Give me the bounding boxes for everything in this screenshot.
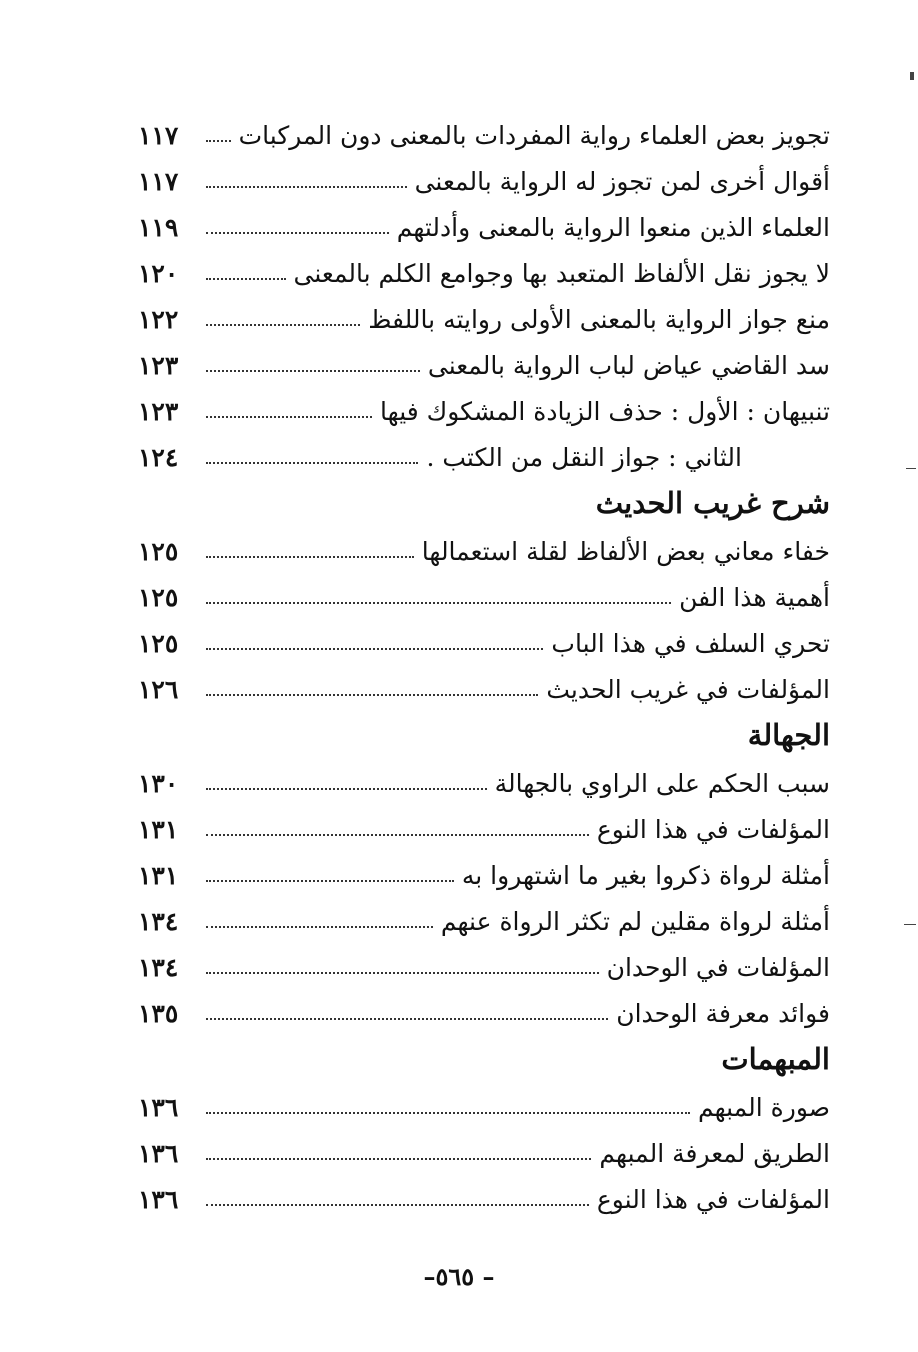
section-heading-text: الجهالة (747, 718, 830, 752)
toc-entry-page: ١٣٠ (138, 769, 179, 798)
toc-entry-title: لا يجوز نقل الألفاظ المتعبد بها وجوامع الكلم بالمعنى (293, 259, 830, 288)
section-heading (138, 708, 830, 756)
dot-leader (206, 926, 433, 928)
toc-entry-title: أقوال أخرى لمن تجوز له الرواية بالمعنى (414, 167, 830, 196)
toc-entry (138, 1172, 830, 1218)
scan-mark (904, 924, 916, 925)
toc-entry (138, 616, 830, 662)
toc-entry-page: ١٣١ (138, 861, 179, 890)
toc-entry-page: ١٣٤ (138, 953, 179, 982)
dot-leader (206, 1018, 608, 1020)
dot-leader (206, 880, 454, 882)
toc-entry (138, 940, 830, 986)
toc-entry-page: ١٢٥ (138, 629, 179, 658)
toc-entry-title: الطريق لمعرفة المبهم (599, 1139, 830, 1168)
scan-mark (906, 468, 916, 469)
dot-leader (206, 834, 589, 836)
toc-entry (138, 200, 830, 246)
toc-entry-page: ١١٧ (138, 121, 179, 150)
table-of-contents (138, 108, 830, 1218)
toc-entry-page: ١٣٦ (138, 1185, 179, 1214)
toc-entry-page: ١٣٦ (138, 1139, 179, 1168)
toc-entry-page: ١٢٣ (138, 397, 179, 426)
toc-entry-title: المؤلفات في الوحدان (606, 953, 830, 982)
toc-entry-title: فوائد معرفة الوحدان (616, 999, 830, 1028)
toc-entry-title: منع جواز الرواية بالمعنى الأولى روايته باللفظ (368, 305, 830, 334)
toc-entry (138, 894, 830, 940)
page-number: – ٥٦٥– (423, 1262, 495, 1291)
toc-entry-title: أمثلة لرواة مقلين لم تكثر الرواة عنهم (440, 907, 830, 936)
dot-leader (206, 972, 599, 974)
toc-entry-page: ١٢٥ (138, 537, 179, 566)
toc-entry-title: المؤلفات في هذا النوع (596, 1185, 830, 1214)
toc-entry (138, 108, 830, 154)
toc-entry (138, 986, 830, 1032)
dot-leader (206, 556, 414, 558)
toc-entry (138, 292, 830, 338)
dot-leader (206, 1204, 589, 1206)
section-heading-text: المبهمات (721, 1042, 830, 1076)
toc-entry-title: العلماء الذين منعوا الرواية بالمعنى وأدلتهم (396, 213, 830, 242)
toc-entry (138, 802, 830, 848)
toc-entry (138, 1126, 830, 1172)
toc-entry (138, 524, 830, 570)
toc-entry-page: ١١٧ (138, 167, 179, 196)
dot-leader (206, 462, 418, 464)
toc-entry (138, 570, 830, 616)
toc-entry-page: ١٣٦ (138, 1093, 179, 1122)
toc-entry (138, 430, 830, 476)
toc-entry-title: الثاني : جواز النقل من الكتب . (426, 443, 742, 472)
section-heading (138, 1032, 830, 1080)
toc-entry-title: تجويز بعض العلماء رواية المفردات بالمعنى دون المركبات (238, 121, 830, 150)
toc-entry-title: صورة المبهم (698, 1093, 830, 1122)
section-heading (138, 476, 830, 524)
dot-leader (206, 232, 389, 234)
toc-entry-page: ١٢٣ (138, 351, 179, 380)
dot-leader (206, 602, 671, 604)
toc-entry (138, 338, 830, 384)
toc-entry-page: ١٣٥ (138, 999, 179, 1028)
toc-entry (138, 662, 830, 708)
toc-entry-title: تنبيهان : الأول : حذف الزيادة المشكوك فيها (380, 397, 830, 426)
toc-entry-title: أهمية هذا الفن (679, 583, 830, 612)
dot-leader (206, 278, 286, 280)
toc-entry-page: ١٢٥ (138, 583, 179, 612)
toc-entry-page: ١٢٢ (138, 305, 179, 334)
toc-entry-page: ١٢٦ (138, 675, 179, 704)
toc-entry-title: سبب الحكم على الراوي بالجهالة (494, 769, 830, 798)
toc-entry (138, 384, 830, 430)
toc-entry-title: المؤلفات في هذا النوع (596, 815, 830, 844)
dot-leader (206, 416, 372, 418)
toc-entry (138, 1080, 830, 1126)
toc-entry (138, 756, 830, 802)
toc-entry-title: المؤلفات في غريب الحديث (546, 675, 830, 704)
dot-leader (206, 694, 538, 696)
toc-entry-page: ١٢٤ (138, 443, 179, 472)
toc-entry-page: ١٣١ (138, 815, 179, 844)
toc-entry-title: خفاء معاني بعض الألفاظ لقلة استعمالها (421, 537, 830, 566)
dot-leader (206, 370, 420, 372)
toc-entry-page: ١٣٤ (138, 907, 179, 936)
section-heading-text: شرح غريب الحديث (595, 486, 830, 520)
dot-leader (206, 788, 487, 790)
toc-entry-page: ١٢٠ (138, 259, 179, 288)
dot-leader (206, 1158, 591, 1160)
dot-leader (206, 186, 407, 188)
toc-entry-title: تحري السلف في هذا الباب (551, 629, 830, 658)
dot-leader (206, 648, 543, 650)
toc-entry (138, 154, 830, 200)
toc-entry-title: أمثلة لرواة ذكروا بغير ما اشتهروا به (461, 861, 830, 890)
scan-mark (910, 72, 914, 80)
toc-entry (138, 848, 830, 894)
dot-leader (206, 1112, 690, 1114)
dot-leader (206, 324, 360, 326)
toc-entry-title: سد القاضي عياض لباب الرواية بالمعنى (427, 351, 830, 380)
toc-entry (138, 246, 830, 292)
toc-entry-page: ١١٩ (138, 213, 179, 242)
dot-leader (206, 140, 231, 142)
